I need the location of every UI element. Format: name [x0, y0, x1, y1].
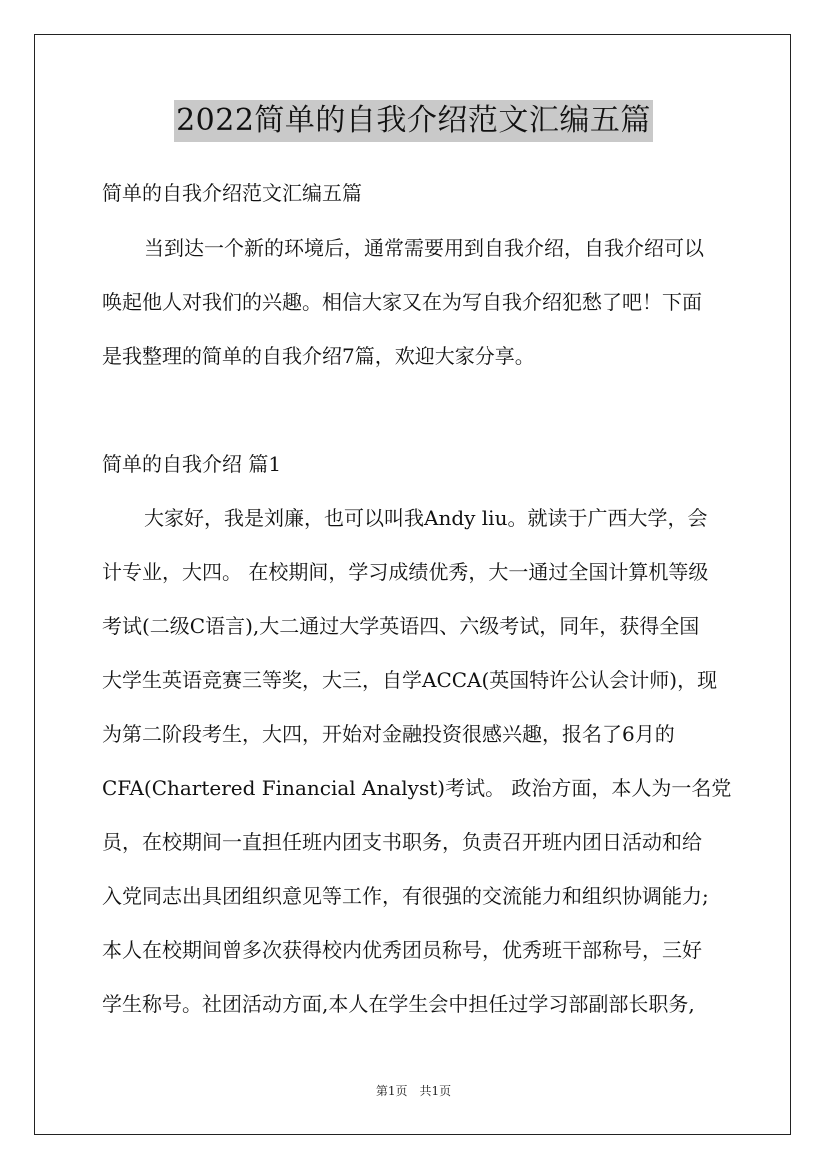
body-line: CFA(Chartered Financial Analyst)考试。 政治方面，本人为一名党: [102, 776, 732, 800]
document-subtitle: 简单的自我介绍范文汇编五篇: [102, 181, 362, 205]
body-line: 入党同志出具团组织意见等工作，有很强的交流能力和组织协调能力;: [102, 884, 709, 908]
intro-line: 当到达一个新的环境后，通常需要用到自我介绍，自我介绍可以: [144, 236, 704, 260]
document-title: 2022简单的自我介绍范文汇编五篇: [174, 100, 653, 142]
body-line: 为第二阶段考生，大四，开始对金融投资很感兴趣，报名了6月的: [102, 722, 675, 746]
page-number-footer: 第1页 共1页: [375, 1084, 452, 1098]
body-line: 大家好，我是刘廉，也可以叫我Andy liu。就读于广西大学，会: [144, 506, 708, 530]
body-line: 大学生英语竞赛三等奖，大三，自学ACCA(英国特许公认会计师)，现: [102, 668, 718, 692]
intro-line: 唤起他人对我们的兴趣。相信大家又在为写自我介绍犯愁了吧！下面: [102, 290, 702, 314]
title-container: [0, 100, 827, 142]
body-line: 计专业，大四。 在校期间，学习成绩优秀，大一通过全国计算机等级: [102, 560, 709, 584]
body-line: 学生称号。社团活动方面,本人在学生会中担任过学习部副部长职务,: [102, 992, 695, 1016]
section-heading: 简单的自我介绍 篇1: [102, 452, 282, 476]
body-line: 考试(二级C语言),大二通过大学英语四、六级考试，同年，获得全国: [102, 614, 700, 638]
body-line: 本人在校期间曾多次获得校内优秀团员称号，优秀班干部称号，三好: [102, 938, 702, 962]
intro-line: 是我整理的简单的自我介绍7篇，欢迎大家分享。: [102, 344, 535, 368]
body-line: 员，在校期间一直担任班内团支书职务，负责召开班内团日活动和给: [102, 830, 702, 854]
